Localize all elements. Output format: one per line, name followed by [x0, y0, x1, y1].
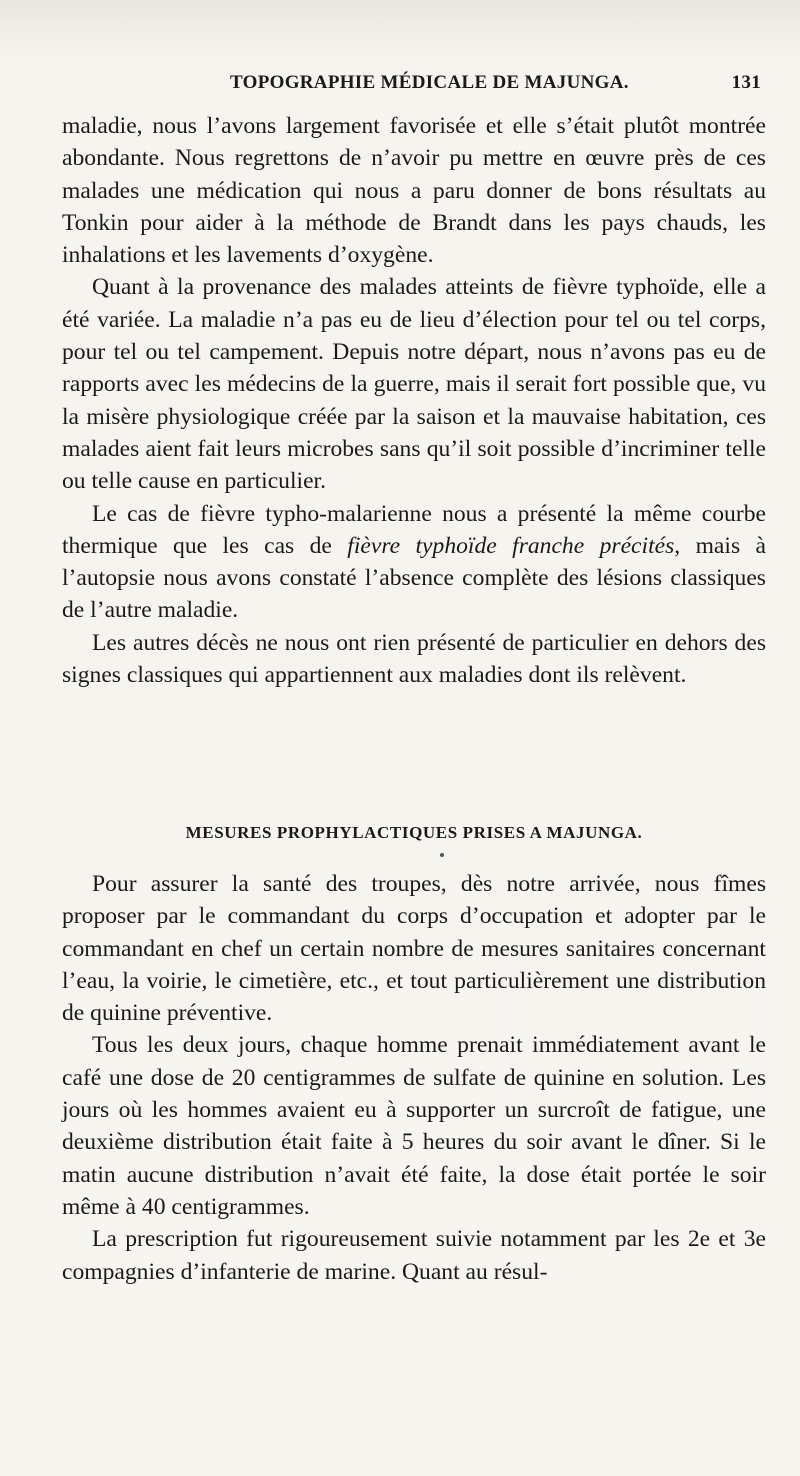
section-heading: MESURES PROPHYLACTIQUES PRISES A MAJUNGA. [185, 823, 643, 842]
italic-phrase: fièvre typhoïde franche précités [347, 532, 675, 559]
paragraph: Les autres décès ne nous ont rien présenté de particulier en dehors des signes classiques qui appartiennent aux maladies dont ils relèvent. [62, 629, 766, 689]
print-speck [440, 853, 444, 857]
running-title: TOPOGRAPHIE MÉDICALE DE MAJUNGA. [230, 72, 629, 93]
paragraph [62, 498, 766, 627]
running-header [62, 72, 764, 108]
text-block-2 [62, 868, 766, 1288]
paragraph: Quant à la provenance des malades atteints de fièvre typhoïde, elle a été variée. La maladie n’a pas eu de lieu d’élection pour tel ou tel corps, pour tel ou tel campement. Depuis notre départ, nous n’avons pas eu de rapports avec les médecins de la guerre, mais il serait fort possible que, vu la misère physiologique créée par la saison et la mauvaise habitation, ces malades aient fait leurs microbes sans qu’il soit possible d’incriminer telle ou telle cause en particulier. [62, 274, 766, 495]
page-number: 131 [731, 72, 761, 93]
paragraph: maladie, nous l’avons largement favorisée et elle s’était plutôt montrée abondante. Nous regrettons de n’avoir pu mettre en œuvre près de ces malades une médication qui nous a paru donner de bons résultats au Tonkin pour aider à la méthode de Brandt dans les pays chauds, les inhalations et les lavements d’oxygène. [62, 113, 766, 269]
paragraph: Pour assurer la santé des troupes, dès notre arrivée, nous fîmes proposer par le commandant du corps d’occupation et adopter par le commandant en chef un certain nombre de mesures sanitaires concernant l’eau, la voirie, le cimetière, etc., et tout particulièrement une distribution de quinine préventive. [62, 871, 766, 1027]
paragraph-text: , mais à l’autopsie nous avons constaté l’absence complète des lésions classiques de l’autre maladie. [62, 532, 766, 624]
paragraph: La prescription fut rigoureusement suivie notamment par les 2e et 3e compagnies d’infanterie de marine. Quant au résul- [62, 1226, 766, 1285]
text-block-1 [62, 110, 766, 691]
paragraph-text: Le cas de fièvre typho-malarienne nous a présenté la même courbe thermique que les cas de [62, 500, 766, 559]
paragraph: Tous les deux jours, chaque homme prenait immédiatement avant le café une dose de 20 centigrammes de sulfate de quinine en solution. Les jours où les hommes avaient eu à supporter un surcroît de fatigue, une deuxième distribution était faite à 5 heures du soir avant le dîner. Si le matin aucune distribution n’avait été faite, la dose était portée le soir même à 40 centigrammes. [62, 1032, 766, 1220]
